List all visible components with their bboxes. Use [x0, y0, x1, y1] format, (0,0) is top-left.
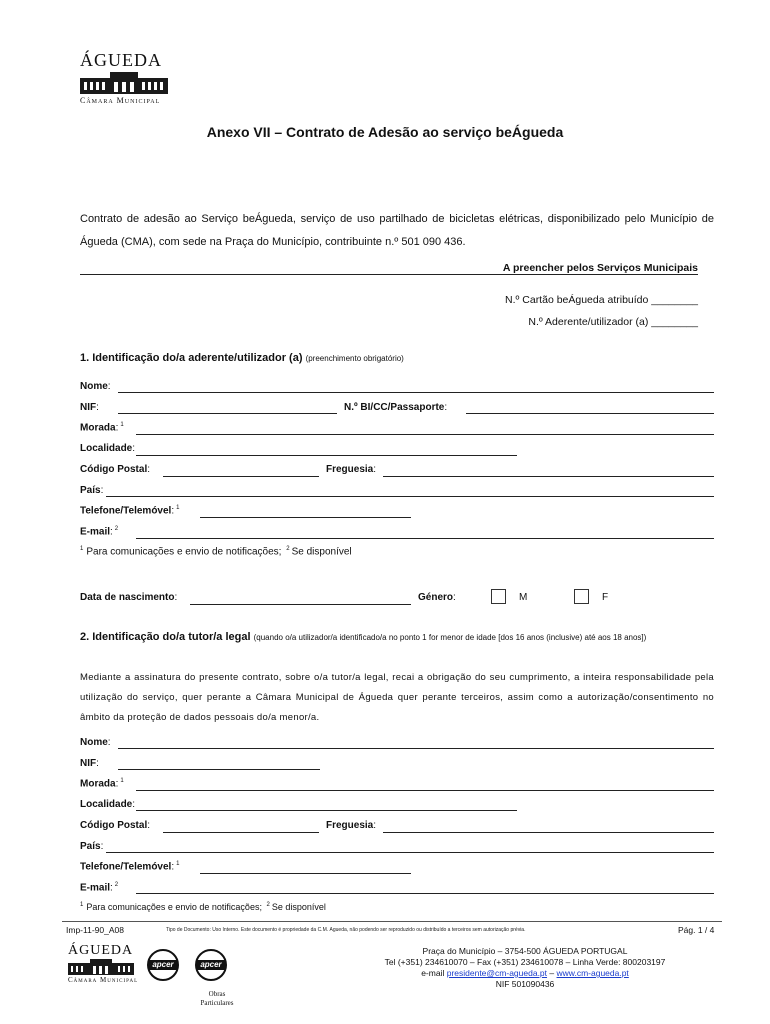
- logo-title: ÁGUEDA: [80, 50, 162, 70]
- s1-nome-field[interactable]: [118, 392, 714, 393]
- footer-address: Praça do Município – 3754-500 ÁGUEDA PORTUGAL: [422, 946, 628, 956]
- s2-localidade-label: Localidade:: [80, 799, 136, 810]
- s2-freguesia-field[interactable]: [383, 832, 714, 833]
- footer-logo: [68, 943, 148, 984]
- s1-morada-field[interactable]: [136, 434, 714, 435]
- s1-nif-field[interactable]: [118, 413, 337, 414]
- gender-f-checkbox[interactable]: [574, 589, 589, 604]
- particulares-text: Particulares: [200, 999, 234, 1007]
- services-divider: [80, 274, 698, 275]
- footer-nif: NIF 501090436: [495, 979, 555, 989]
- website-link[interactable]: www.cm-agueda.pt: [556, 968, 629, 978]
- obras-text: Obras: [208, 990, 226, 998]
- s2-pais-label: País:: [80, 841, 104, 852]
- s1-birth-field[interactable]: [190, 604, 411, 605]
- s2-pais-field[interactable]: [106, 852, 714, 853]
- s1-postal-field[interactable]: [163, 476, 319, 477]
- s2-localidade-field[interactable]: [136, 810, 517, 811]
- s2-freguesia-label: Freguesia:: [326, 820, 377, 831]
- section2-note: (quando o/a utilizador/a identificado/a no ponto 1 for menor de idade [dos 16 anos (inclusive) até aos 18 anos]): [253, 633, 647, 642]
- member-number-line: N.º Aderente/utilizador (a) ________: [528, 316, 698, 328]
- cert-seal-2: [194, 948, 228, 982]
- s2-morada-label: Morada: $^1$: [80, 778, 124, 790]
- s1-birth-label: Data de nascimento:: [80, 592, 178, 603]
- s1-gender-label: Género:: [418, 592, 456, 603]
- s2-email-field[interactable]: [136, 893, 714, 894]
- section2-heading: [80, 628, 714, 647]
- footer-logo-subtitle: Câmara Municipal: [68, 976, 139, 984]
- section2-title: 2. Identificação do/a tutor/a legal: [80, 631, 251, 643]
- s1-telefone-field[interactable]: [200, 517, 411, 518]
- obras-label: [192, 990, 242, 1008]
- s2-nome-field[interactable]: [118, 748, 714, 749]
- s1-freguesia-label: Freguesia:: [326, 464, 377, 475]
- s1-footnote: $^1$ Para comunicações e envio de notificações; $^2$ Se disponível: [80, 546, 352, 558]
- cert-label-1: apcer: [152, 960, 174, 969]
- email-link[interactable]: presidente@cm-agueda.pt: [446, 968, 548, 978]
- gender-m-checkbox[interactable]: [491, 589, 506, 604]
- footer-page: Pág. 1 / 4: [678, 925, 715, 935]
- gender-m-label: M: [519, 592, 528, 603]
- footer-phones: Tel (+351) 234610070 – Fax (+351) 234610078 – Linha Verde: 800203197: [384, 957, 666, 967]
- town-hall-icon: [80, 72, 168, 94]
- s1-postal-label: Código Postal:: [80, 464, 151, 475]
- s1-pais-label: País:: [80, 485, 104, 496]
- gender-f-label: F: [602, 592, 609, 603]
- logo-subtitle: Câmara Municipal: [80, 96, 161, 105]
- s1-bi-label: N.º BI/CC/Passaporte:: [344, 402, 448, 413]
- s2-nome-label: Nome:: [80, 737, 111, 748]
- s1-localidade-label: Localidade:: [80, 443, 136, 454]
- services-heading: A preencher pelos Serviços Municipais: [502, 262, 698, 274]
- s1-nome-label: Nome:: [80, 381, 111, 392]
- s1-telefone-label: Telefone/Telemóvel: $^1$: [80, 505, 180, 517]
- s1-nif-label: NIF:: [80, 402, 99, 413]
- footer-email-line: e-mail presidente@cm-agueda.pt – www.cm-agueda.pt: [421, 968, 629, 978]
- intro-paragraph: Contrato de adesão ao Serviço beÁgueda, serviço de uso partilhado de bicicletas elétricas, disponibilizado pelo Município de Águeda (CMA), com sede na Praça do Município, contribuinte n.º 501 090 436.: [80, 213, 714, 248]
- header-logo: [80, 50, 190, 106]
- s2-footnote: $^1$ Para comunicações e envio de notificações; $^2$ Se disponível: [80, 902, 326, 912]
- footer-code: Imp-11-90_A08: [66, 925, 124, 935]
- s2-telefone-label: Telefone/Telemóvel: $^1$: [80, 861, 180, 873]
- cert-seal-1: [146, 948, 180, 982]
- section1-title: 1. Identificação do/a aderente/utilizador (a): [80, 352, 303, 364]
- footer-divider: [62, 921, 722, 922]
- s2-telefone-field[interactable]: [200, 873, 411, 874]
- s2-nif-label: NIF:: [80, 758, 99, 769]
- section2-paragraph: Mediante a assinatura do presente contrato, sobre o/a tutor/a legal, recai a obrigação do seu cumprimento, a inteira responsabilidade pela utilização do serviço, quer perante a Câmara Municipal de Águeda quer perante terceiros, assim como a autorização/consentimento no âmbito da proteção de dados pessoais do/a menor/a.: [80, 672, 714, 723]
- s2-email-label: E-mail: $^2$: [80, 882, 119, 894]
- s1-localidade-field[interactable]: [136, 455, 517, 456]
- s1-email-label: E-mail: $^2$: [80, 526, 119, 538]
- s1-bi-field[interactable]: [466, 413, 714, 414]
- footer-town-hall-icon: [68, 959, 134, 975]
- section1-note: (preenchimento obrigatório): [305, 354, 404, 363]
- s1-morada-label: Morada: $^1$: [80, 422, 124, 434]
- s2-nif-field[interactable]: [118, 769, 320, 770]
- s1-freguesia-field[interactable]: [383, 476, 714, 477]
- card-number-line: N.º Cartão beÁgueda atribuído ________: [505, 294, 698, 306]
- footer-contact: [360, 946, 690, 990]
- s2-postal-field[interactable]: [163, 832, 319, 833]
- s1-pais-field[interactable]: [106, 496, 714, 497]
- cert-label-2: apcer: [200, 960, 222, 969]
- s2-postal-label: Código Postal:: [80, 820, 151, 831]
- s1-email-field[interactable]: [136, 538, 714, 539]
- section1-heading: [80, 352, 404, 364]
- footer-logo-title: ÁGUEDA: [68, 943, 134, 958]
- page-title: Anexo VII – Contrato de Adesão ao serviço beÁgueda: [206, 124, 564, 140]
- s2-morada-field[interactable]: [136, 790, 714, 791]
- footer-doc-type: Tipo de Documento: Uso Interno. Este documento é propriedade da C.M. Águeda, não podendo ser reproduzido ou distribuído a terceiros sem autorização prévia.: [166, 927, 526, 933]
